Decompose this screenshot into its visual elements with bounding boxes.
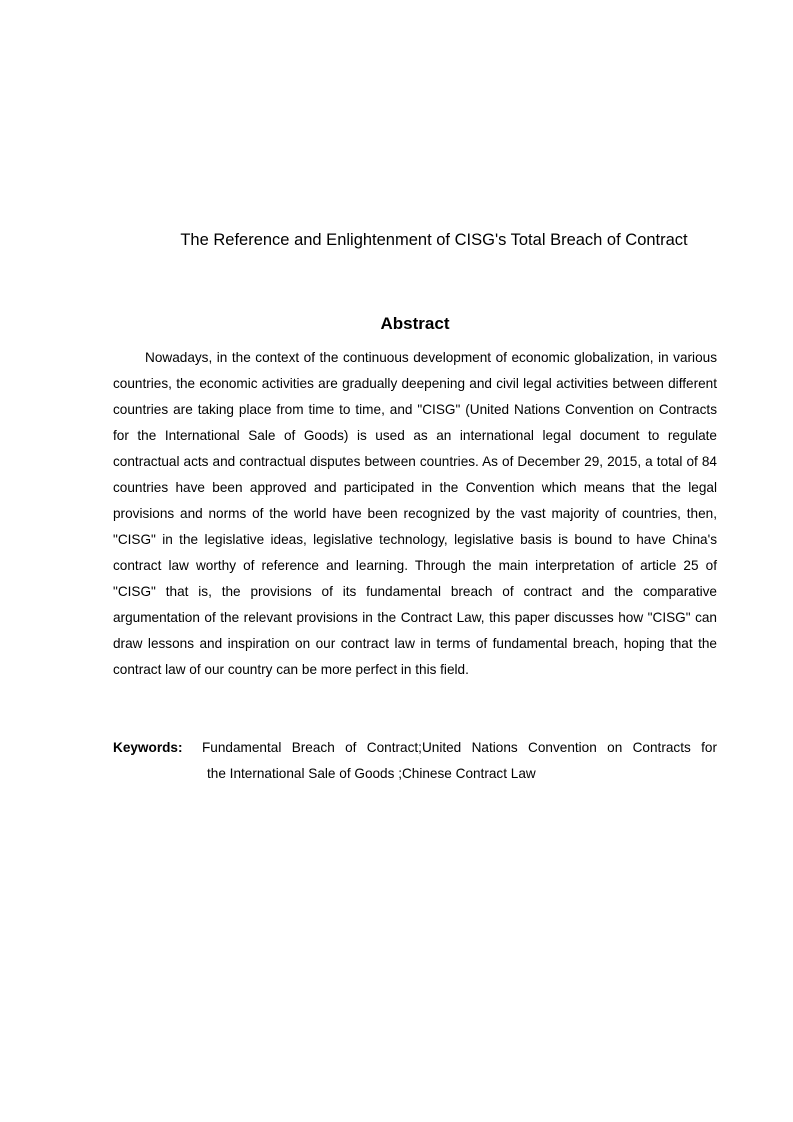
keywords-line-1: Fundamental Breach of Contract;United Nations Convention on Contracts for: [202, 740, 717, 755]
abstract-heading: Abstract: [380, 314, 450, 333]
keywords-section: [113, 735, 717, 787]
document-title: The Reference and Enlightenment of CISG's Total Breach of Contract: [180, 231, 688, 249]
abstract-paragraph: Nowadays, in the context of the continuous development of economic globalization, in various countries, the economic activities are gradually deepening and civil legal activities between different countries are taking place from time to time, and "CISG" (United Nations Convention on Contracts for the International Sale of Goods) is used as an international legal document to regulate contractual acts and contractual disputes between countries. As of December 29, 2015, a total of 84 countries have been approved and participated in the Convention which means that the legal provisions and norms of the world have been recognized by the vast majority of countries, then, "CISG" in the legislative ideas, legislative technology, legislative basis is bound to have China's contract law worthy of reference and learning. Through the main interpretation of article 25 of "CISG" that is, the provisions of its fundamental breach of contract and the comparative argumentation of the relevant provisions in the Contract Law, this paper discusses how "CISG" can draw lessons and inspiration on our contract law in terms of fundamental breach, hoping that the contract law of our country can be more perfect in this field.: [113, 350, 717, 677]
keywords-label: Keywords:: [113, 740, 183, 755]
keywords-line-2: the International Sale of Goods ;Chinese Contract Law: [207, 766, 536, 781]
